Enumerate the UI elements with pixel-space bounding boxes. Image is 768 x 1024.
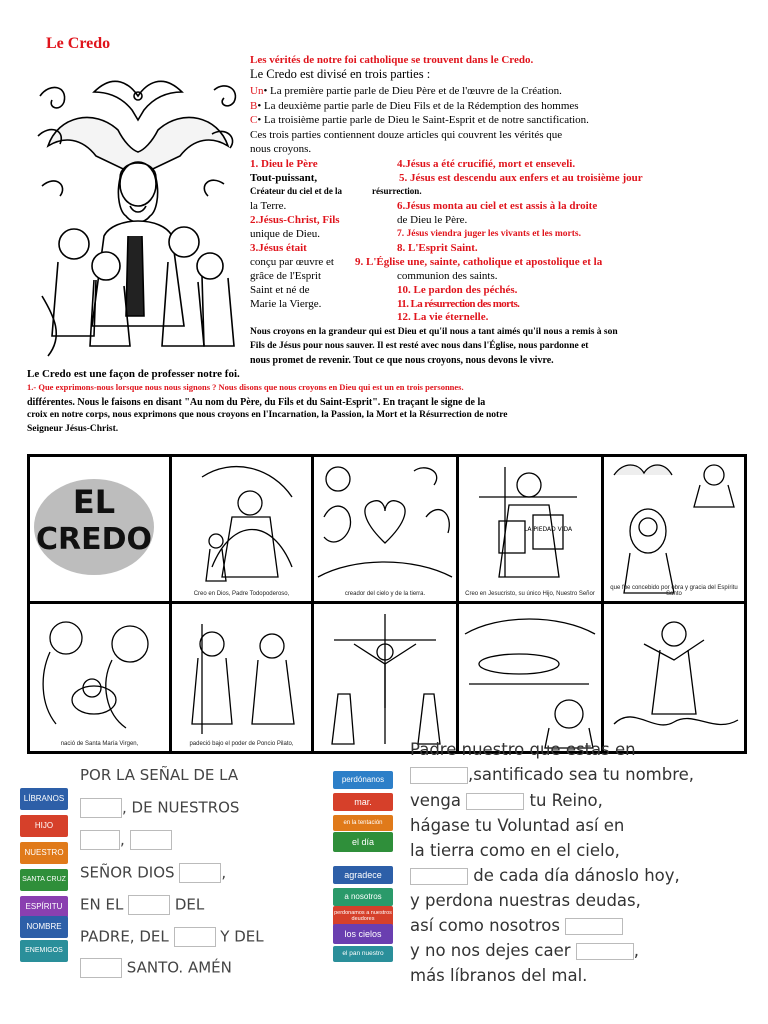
ws2-line-5: la tierra como en el cielo, <box>410 841 620 860</box>
ws2-line-4: hágase tu Voluntad así en <box>410 816 625 835</box>
logo-el: EL <box>72 483 116 521</box>
tag-libranos[interactable]: LÍBRANOS <box>20 788 68 810</box>
body-line-2: Fils de Jésus pour nous sauver. Il est resté avec nous dans l'Église, nous pardonne et <box>250 341 589 351</box>
el-credo-logo <box>30 457 169 601</box>
tag-en-la-tentacion[interactable]: en la tentación <box>333 815 393 831</box>
tag-enemigos[interactable]: ENEMIGOS <box>20 940 68 962</box>
ws2-line-9 <box>410 941 639 960</box>
article-11: 11. La résurrection des morts. <box>397 298 520 310</box>
ws2-line-3-a: venga <box>410 791 461 810</box>
ws1-blank-3[interactable] <box>130 830 172 850</box>
annunciation-drawing <box>604 457 744 601</box>
article-12: 12. La vie éternelle. <box>397 311 489 323</box>
article-2: 2.Jésus-Christ, Fils <box>250 214 340 226</box>
caption-2: creador del cielo y de la tierra. <box>344 591 426 597</box>
ws2-line-9-text: y no nos dejes caer <box>410 941 571 960</box>
tablet-text: LA PIEDAD VIDA <box>523 526 573 533</box>
intro-line-6: Ces trois parties contiennent douze articles qui couvrent les vérités que <box>250 129 563 141</box>
word-bank-2 <box>330 768 395 990</box>
ws1-blank-6[interactable] <box>174 927 216 947</box>
part-b-text: • La deuxième partie parle de Dieu Fils et de la Rédemption des hommes <box>257 100 579 112</box>
ascension-drawing <box>604 604 744 751</box>
body-line-7: Seigneur Jésus-Christ. <box>27 424 119 434</box>
panel-crucifixion <box>314 604 456 751</box>
jesus-tablet-drawing <box>459 457 601 601</box>
ws1-blank-4[interactable] <box>179 863 221 883</box>
ws2-blank-5[interactable] <box>576 943 634 960</box>
question-1: 1.- Que exprimons-nous lorsque nous nous signons ? Nous disons que nous croyons en Dieu qui est un en trois personnes. <box>27 382 464 392</box>
ws2-blank-1[interactable] <box>410 767 468 784</box>
ws1-blank-5[interactable] <box>128 895 170 915</box>
article-5-cont: résurrection. <box>372 186 422 196</box>
part-c-letter: C <box>250 114 258 126</box>
article-7: 7. Jésus viendra juger les vivants et les morts. <box>397 229 582 239</box>
tag-nuestro[interactable]: NUESTRO <box>20 842 68 864</box>
ws1-line-2-text: , DE NUESTROS <box>122 798 240 817</box>
panel-creation <box>314 457 456 601</box>
ws1-line-5-a: EN EL <box>80 895 124 914</box>
caption-5: nació de Santa María Virgen, <box>60 741 139 747</box>
ws2-line-3-b: tu Reino, <box>529 791 603 810</box>
tag-hijo[interactable]: HIJO <box>20 815 68 837</box>
tag-el-pan-nuestro[interactable]: el pan nuestro <box>333 946 393 962</box>
panel-annunciation <box>604 457 744 601</box>
panel-pilate <box>172 604 311 751</box>
word-bank-1 <box>20 788 68 966</box>
logo-credo: CREDO <box>35 522 153 557</box>
article-3: 3.Jésus était <box>250 242 307 254</box>
pilate-drawing <box>172 604 311 751</box>
ws1-line-7 <box>80 958 232 978</box>
tag-santa-cruz[interactable]: SANTA CRUZ <box>20 869 68 891</box>
article-1-cont-2: Créateur du ciel et de la <box>250 186 343 196</box>
page-title: Le Credo <box>46 35 111 52</box>
article-8: 8. L'Esprit Saint. <box>397 242 478 254</box>
ws1-line-4 <box>80 863 226 883</box>
tag-perdonamos[interactable]: perdonamos a nuestros deudores <box>333 906 393 926</box>
ws1-blank-2[interactable] <box>80 830 120 850</box>
article-6: 6.Jésus monta au ciel et est assis à la droite <box>397 200 598 212</box>
tag-nombre[interactable]: NOMBRE <box>20 916 68 938</box>
article-9: 9. L'Église une, sainte, catholique et apostolique et la <box>355 256 603 268</box>
ws1-line-3 <box>80 830 172 850</box>
body-line-1: Nous croyons en la grandeur qui est Dieu et qu'il nous a tant aimés qu'il nous a remis à son <box>250 327 618 337</box>
ws1-line-4-text: SEÑOR DIOS <box>80 863 175 882</box>
caption-1: Creo en Dios, Padre Todopoderoso, <box>193 591 290 597</box>
panel-ascension <box>604 604 744 751</box>
ws1-line-6-b: Y DEL <box>220 927 264 946</box>
panel-tomb <box>459 604 601 751</box>
ws1-blank-7[interactable] <box>80 958 122 978</box>
ws1-blank-1[interactable] <box>80 798 122 818</box>
article-9-cont: communion des saints. <box>397 270 498 282</box>
tag-los-cielos[interactable]: los cielos <box>333 924 393 944</box>
article-6-cont: de Dieu le Père. <box>397 214 468 226</box>
panel-el-credo-logo <box>30 457 169 601</box>
father-drawing <box>172 457 311 601</box>
article-3-cont-1: conçu par œuvre et <box>250 256 334 268</box>
intro-part-b <box>250 100 579 113</box>
ws1-line-5-b: DEL <box>174 895 205 914</box>
intro-line-7: nous croyons. <box>250 143 312 155</box>
ws1-line-4-comma: , <box>221 863 227 882</box>
caption-4: que fue concebido por obra y gracia del Espíritu Santo <box>610 585 738 597</box>
tomb-drawing <box>459 604 601 751</box>
article-1: 1. Dieu le Père <box>250 158 318 170</box>
ws1-line-1: POR LA SEÑAL DE LA <box>80 766 239 784</box>
ws2-line-2 <box>410 765 694 784</box>
tag-agradece[interactable]: agradece <box>333 866 393 884</box>
ws2-line-7: y perdona nuestras deudas, <box>410 891 641 910</box>
panel-jesus-tablet <box>459 457 601 601</box>
ws2-line-3 <box>410 791 603 810</box>
tag-perdonanos[interactable]: perdónanos <box>333 771 393 789</box>
ws2-line-8 <box>410 916 623 935</box>
intro-line-1: Les vérités de notre foi catholique se trouvent dans le Credo. <box>250 54 534 66</box>
ws1-line-7-text: SANTO. AMÉN <box>126 958 232 977</box>
caption-6: padeció bajo el poder de Poncio Pilato, <box>189 741 294 747</box>
tag-mar[interactable]: mar. <box>333 793 393 811</box>
article-10: 10. Le pardon des péchés. <box>397 284 518 296</box>
article-1-cont-1: Tout-puissant, <box>250 172 318 184</box>
ws1-line-3-comma: , <box>120 830 125 849</box>
part-a-letter: Un <box>250 85 264 97</box>
jesus-children-illustration <box>34 66 242 360</box>
ws2-blank-2[interactable] <box>466 793 524 810</box>
ws2-line-2-text: ,santificado sea tu nombre, <box>468 765 695 784</box>
ws1-line-5 <box>80 895 204 915</box>
article-3-cont-4: Marie la Vierge. <box>250 298 322 310</box>
tag-el-dia[interactable]: el día <box>333 832 393 852</box>
tag-a-nosotros[interactable]: a nosotros <box>333 888 393 906</box>
ws1-line-2 <box>80 798 239 818</box>
nativity-drawing <box>30 604 169 751</box>
panel-nativity <box>30 604 169 751</box>
crucifixion-drawing <box>314 604 456 751</box>
article-4: 4.Jésus a été crucifié, mort et enseveli. <box>397 158 576 170</box>
article-5: 5. Jésus est descendu aux enfers et au troisième jour <box>399 172 643 184</box>
part-a-text: • La première partie parle de Dieu Père et de l'œuvre de la Création. <box>263 85 562 97</box>
intro-line-2: Le Credo est divisé en trois parties : <box>250 67 431 81</box>
part-c-text: • La troisième partie parle de Dieu le Saint-Esprit et de notre sanctification. <box>257 114 589 126</box>
ws2-line-6-text: de cada día dánoslo hoy, <box>473 866 680 885</box>
creation-drawing <box>314 457 456 601</box>
intro-part-c <box>250 114 589 127</box>
article-3-cont-3: Saint et né de <box>250 284 310 296</box>
body-line-3: nous promet de revenir. Tout ce que nous croyons, nous devons le vivre. <box>250 355 554 366</box>
caption-3: Creo en Jesucristo, su único Hijo, Nuestro Señor <box>465 591 595 597</box>
ws2-line-1: Padre nuestro que estas en <box>410 740 636 759</box>
ws2-line-6 <box>410 866 680 885</box>
body-line-6: croix en notre corps, nous exprimons que nous croyons en l'Incarnation, la Passion, la Mort et la Résurrection de notre <box>27 410 508 420</box>
ws2-line-10: más líbranos del mal. <box>410 966 588 985</box>
ws2-line-9-comma: , <box>633 941 640 960</box>
body-line-4: Le Credo est une façon de professer notre foi. <box>27 368 240 380</box>
ws2-blank-4[interactable] <box>565 918 623 935</box>
article-2-cont: unique de Dieu. <box>250 228 320 240</box>
article-3-cont-2: grâce de l'Esprit <box>250 270 322 282</box>
part-b-letter: B <box>250 100 258 112</box>
ws2-line-8-text: así como nosotros <box>410 916 560 935</box>
ws2-blank-3[interactable] <box>410 868 468 885</box>
body-line-5: différentes. Nous le faisons en disant "Au nom du Père, du Fils et du Saint-Esprit". En traçant le signe de la <box>27 397 486 408</box>
tag-espiritu[interactable]: ESPÍRITU <box>20 896 68 918</box>
ws1-line-6-a: PADRE, DEL <box>80 927 169 946</box>
article-1-cont-3: la Terre. <box>250 200 287 212</box>
ws1-line-6 <box>80 927 264 947</box>
intro-part-a <box>250 85 562 98</box>
panel-father <box>172 457 311 601</box>
credo-comic-grid <box>27 454 747 754</box>
